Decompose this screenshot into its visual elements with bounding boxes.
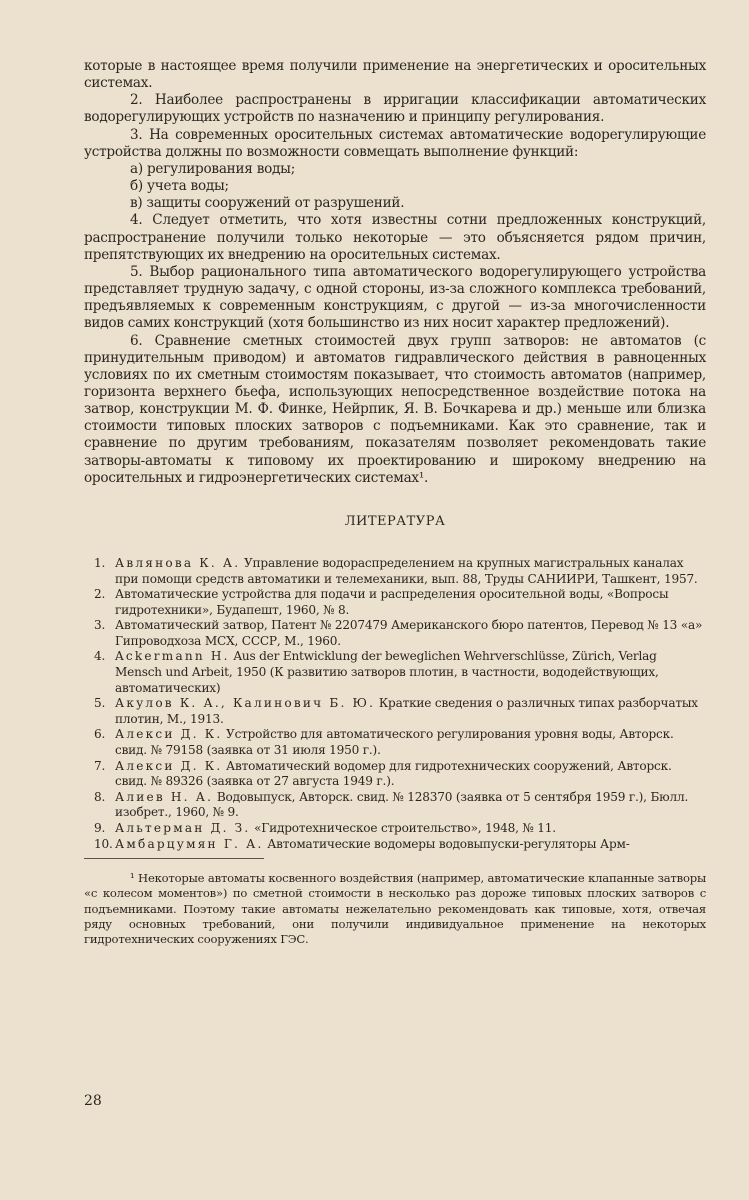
reference-number: 6. [94, 727, 106, 742]
reference-item [84, 837, 706, 853]
reference-text: Автоматический водомер для гидротехнических сооружений, Авторск. свид. № 89326 (заявка от 27 августа 1949 г.). [115, 758, 672, 789]
reference-author: Ackermann H. [115, 649, 230, 664]
reference-item [84, 649, 706, 696]
body-text [84, 58, 706, 487]
reference-author: Алекси Д. К. [115, 727, 223, 742]
reference-text: Aus der Entwicklung der beweglichen Wehrverschlüsse, Zürich, Verlag Mensch und Arbeit, 1950 (К развитию затворов плотин, в частности, вододействующих, автоматических) [115, 649, 659, 695]
reference-number: 3. [94, 618, 106, 633]
reference-author: Амбарцумян Г. А. [115, 836, 264, 851]
list-item-c: в) защиты сооружений от разрушений. [130, 195, 405, 212]
reference-text: Управление водораспределением на крупных магистральных каналах при помощи средств автоматики и телемеханики, вып. 88, Труды САНИИРИ, Ташкент, 1957. [115, 555, 698, 586]
reference-item [84, 821, 706, 837]
reference-number: 1. [94, 555, 106, 570]
reference-item [84, 790, 706, 821]
reference-text: Устройство для автоматического регулирования уровня воды, Авторск. свид. № 79158 (заявка от 31 июля 1950 г.). [115, 727, 674, 758]
paragraph-continuation: которые в настоящее время получили применение на энергетических и оросительных системах. [84, 58, 706, 92]
reference-number: 2. [94, 587, 106, 602]
reference-text: Водовыпуск, Авторск. свид. № 128370 (заявка от 5 сентября 1959 г.), Бюлл. изобрет., 1960, № 9. [115, 789, 689, 820]
reference-number: 7. [94, 758, 106, 773]
paragraph-3: 3. На современных оросительных системах автоматические водорегулирующие устройства должны по возможности совмещать выполнение функций: [84, 126, 706, 160]
footnote: ¹ Некоторые автоматы косвенного воздействия (например, автоматические клапанные затворы «с колесом моментов») по сметной стоимости в несколько раз дороже типовых плоских затворов с подъемниками. Поэтому такие автоматы нежелательно рекомендовать как типовые, хотя, отвечая ряду основных требований, они получили индивидуальное применение на некоторых гидротехнических сооружениях ГЭС. [84, 871, 706, 946]
reference-number: 4. [94, 649, 106, 664]
paragraph-4: 4. Следует отметить, что хотя известны сотни предложенных конструкций, распространение получили только некоторые — это объясняется рядом причин, препятствующих их внедрению на оросительных системах. [84, 212, 706, 263]
reference-item [84, 696, 706, 727]
paragraph-6: 6. Сравнение сметных стоимостей двух групп затворов: не автоматов (с принудительным приводом) и автоматов гидравлического действия в равноценных условиях по их сметным стоимостям показывает, что стоимость автоматов (например, горизонта верхнего бьефа, использующих непосредственное воздействие потока на затвор, конструкции М. Ф. Финке, Нейрпик, Я. В. Бочкарева и др.) меньше или близка стоимости типовых плоских затворов с подъемниками. Как это сравнение, так и сравнение по другим требованиям, показателям позволяет рекомендовать такие затворы-автоматы к типовому их проектированию и широкому внедрению на оросительных и гидроэнергетических системах¹. [84, 332, 706, 486]
list-item-a: а) регулирования воды; [130, 160, 296, 177]
reference-author: Авлянова К. А. [115, 555, 241, 570]
reference-number: 5. [94, 696, 106, 711]
reference-item [84, 556, 706, 587]
reference-author: Алекси Д. К. [115, 758, 223, 773]
reference-item [84, 618, 706, 649]
reference-text: Автоматический затвор, Патент № 2207479 Американского бюро патентов, Перевод № 13 «а» Гипроводхоза МСХ, СССР, М., 1960. [115, 618, 703, 648]
reference-text: Автоматические устройства для подачи и распределения оросительной воды, «Вопросы гидротехники», Будапешт, 1960, № 8. [115, 587, 669, 617]
reference-number: 8. [94, 789, 106, 804]
reference-text: «Гидротехническое строительство», 1948, № 11. [254, 821, 556, 835]
reference-item [84, 587, 706, 618]
paragraph-5: 5. Выбор рационального типа автоматического водорегулирующего устройства представляет трудную задачу, с одной стороны, из-за сложного комплекса требований, предъявляемых к современным конструкциям, с другой — из-за многочисленности видов самих конструкций (хотя большинство из них носит характер предложений). [84, 263, 706, 332]
reference-author: Акулов К. А., Калинович Б. Ю. [115, 696, 376, 711]
reference-text: Краткие сведения о различных типах разборчатых плотин, М., 1913. [115, 696, 698, 726]
page-number: 28 [84, 1093, 102, 1109]
reference-item [84, 727, 706, 758]
reference-text: Автоматические водомеры водовыпуски-регуляторы Арм- [267, 836, 630, 851]
literature-heading: ЛИТЕРАТУРА [344, 513, 446, 529]
page-content [84, 58, 706, 959]
reference-author: Альтерман Д. З. [115, 821, 251, 835]
reference-list [84, 556, 706, 852]
list-item-b: б) учета воды; [130, 178, 229, 195]
reference-item [84, 759, 706, 790]
footnote-divider [84, 858, 264, 859]
reference-number: 10. [94, 836, 113, 851]
reference-author: Алиев Н. А. [115, 789, 214, 804]
paragraph-2: 2. Наиболее распространены в ирригации классификации автоматических водорегулирующих устройств по назначению и принципу регулирования. [84, 92, 706, 126]
reference-number: 9. [94, 821, 106, 835]
